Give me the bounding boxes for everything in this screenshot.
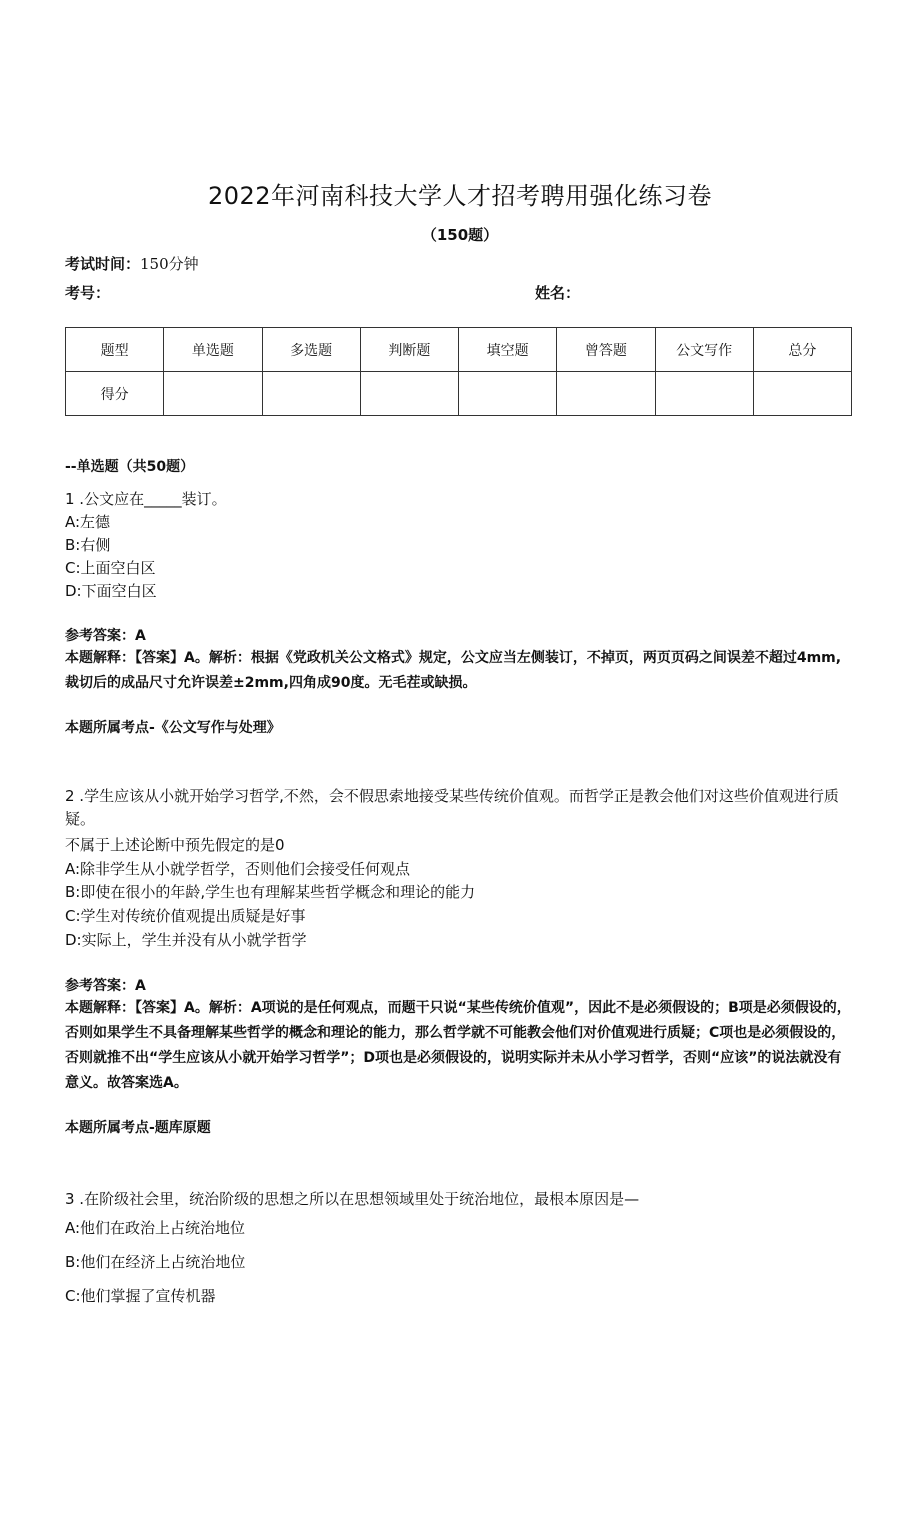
score-header-cell: 多选题: [262, 328, 360, 372]
score-header-cell: 单选题: [164, 328, 262, 372]
score-header-cell: 填空题: [459, 328, 557, 372]
answer-explanation: 本题解释：【答案】A。解析：A项说的是任何观点，而题干只说“某些传统价值观”，因此不是必须假设的；B项是必须假设的，否则如果学生不具备理解某些哲学的概念和理论的能力，那么哲学就不可能教会他们对价值观进行质疑；C项也是必须假设的，否则就推不出“学生应该从小就开始学习哲学”；D项也是必须假设的，说明实际并未从小学习哲学，否则“应该”的说法就没有意义。故答案选A。: [65, 1000, 851, 1091]
reference-answer: 参考答案：A: [65, 978, 146, 994]
score-header-cell: 公文写作: [655, 328, 753, 372]
name-label: 姓名：: [535, 284, 581, 302]
question-option: C:学生对传统价值观提出质疑是好事: [65, 907, 306, 925]
question-option: C:他们掌握了宣传机器: [65, 1287, 216, 1305]
score-cell: [557, 372, 655, 416]
score-cell: [164, 372, 262, 416]
exam-no-label: 考号：: [65, 284, 111, 302]
score-table-header-row: [66, 328, 852, 372]
question-stem: 3 .在阶级社会里，统治阶级的思想之所以在思想领域里处于统治地位，最根本原因是—: [65, 1190, 640, 1208]
score-header-cell: 题型: [66, 328, 164, 372]
score-header-cell: 总分: [753, 328, 851, 372]
topic-label: 本题所属考点-《公文写作与处理》: [65, 720, 281, 736]
document-subtitle: （150题）: [421, 226, 499, 244]
score-row-label: 得分: [66, 372, 164, 416]
reference-answer: 参考答案：A: [65, 628, 146, 644]
topic-label: 本题所属考点-题库原题: [65, 1120, 211, 1136]
question-option: B:他们在经济上占统治地位: [65, 1253, 246, 1271]
answer-explanation: 本题解释：【答案】A。解析：根据《党政机关公文格式》规定，公文应当左侧装订，不掉页，两页页码之间误差不超过4mm,裁切后的成品尺寸允许误差±2mm,四角成90度。无毛茬或缺损。: [65, 650, 842, 691]
question-option: A:左德: [65, 513, 111, 531]
question-option: A:他们在政治上占统治地位: [65, 1219, 246, 1237]
exam-time-value: 150分钟: [140, 255, 199, 273]
document-title: 2022年河南科技大学人才招考聘用强化练习卷: [207, 182, 713, 210]
question-option: C:上面空白区: [65, 559, 156, 577]
question-option: B:即使在很小的年龄,学生也有理解某些哲学概念和理论的能力: [65, 883, 476, 901]
question-stem: 1 .公文应在_____装订。: [65, 490, 227, 508]
exam-time-label: 考试时间：: [65, 255, 141, 273]
section-title: --单选题（共50题）: [65, 459, 195, 475]
question-option: A:除非学生从小就学哲学，否则他们会接受任何观点: [65, 860, 411, 878]
score-header-cell: 判断题: [360, 328, 458, 372]
question-option: D:实际上，学生并没有从小就学哲学: [65, 931, 307, 949]
score-table-score-row: [66, 372, 852, 416]
exam-time: [65, 253, 199, 274]
score-header-cell: 曾答题: [557, 328, 655, 372]
question-stem: 2 .学生应该从小就开始学习哲学,不然，会不假思索地接受某些传统价值观。而哲学正是教会他们对这些价值观进行质疑。: [65, 787, 839, 828]
score-cell: [360, 372, 458, 416]
score-cell: [459, 372, 557, 416]
score-cell: [262, 372, 360, 416]
question-option: B:右侧: [65, 536, 111, 554]
question-option: D:下面空白区: [65, 582, 157, 600]
score-cell: [655, 372, 753, 416]
score-table: [65, 327, 852, 416]
question-stem-continued: 不属于上述论断中预先假定的是0: [65, 836, 285, 854]
score-cell: [753, 372, 851, 416]
